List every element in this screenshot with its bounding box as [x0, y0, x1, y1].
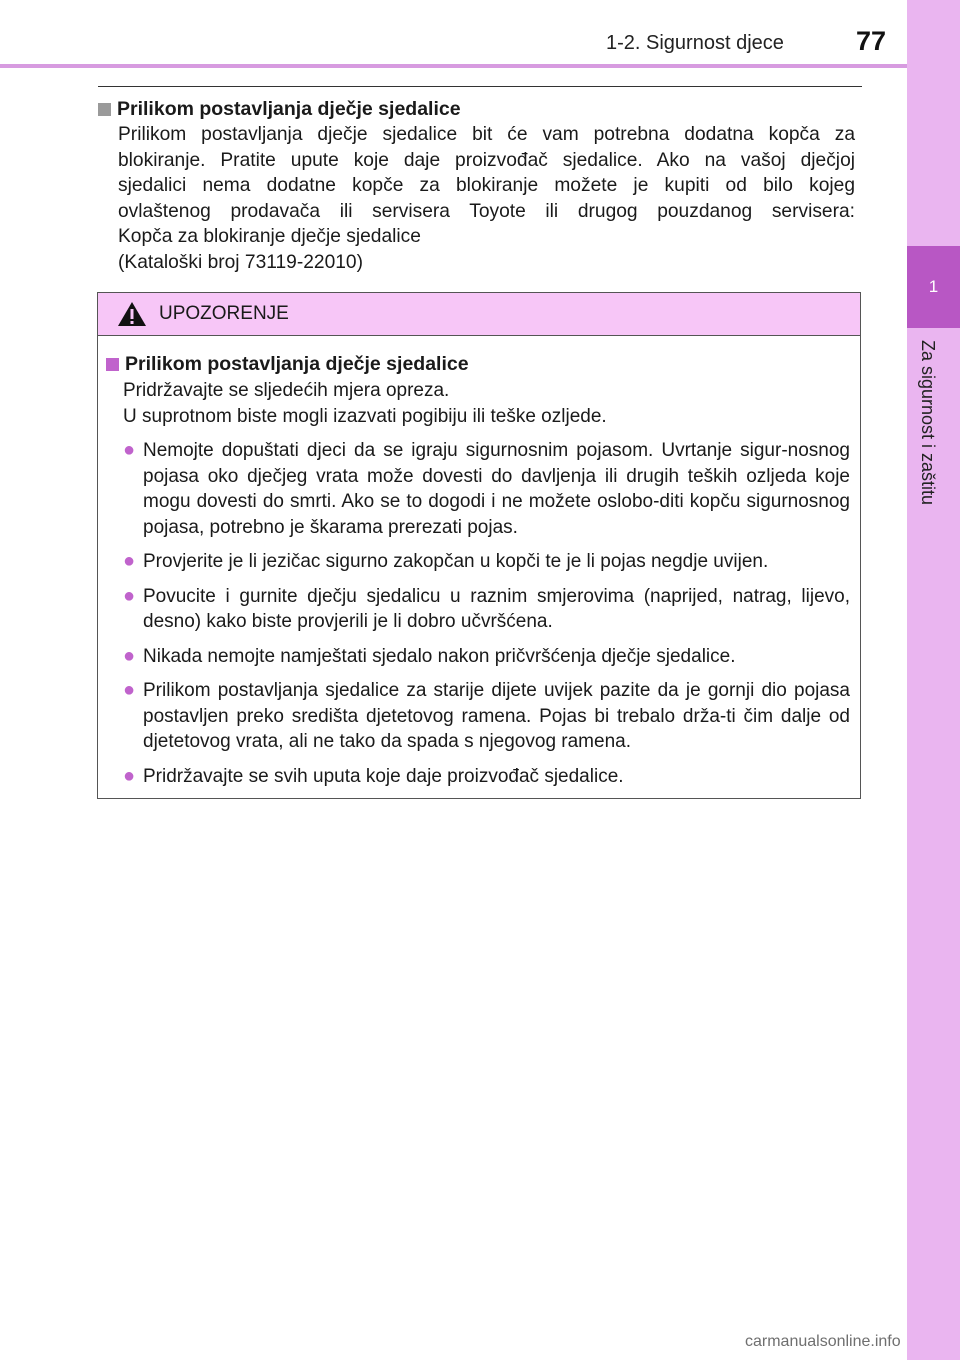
chapter-title: Za sigurnost i zaštitu — [918, 340, 938, 506]
header-rule — [0, 64, 907, 68]
warning-bullet-text: Povucite i gurnite dječju sjedalicu u raznim smjerovima (naprijed, natrag, lijevo, desno) kako biste provjerili je li dobro učvršćena. — [143, 585, 850, 632]
warning-body — [98, 336, 860, 789]
warning-label: UPOZORENJE — [159, 303, 289, 324]
sidebar-band — [907, 0, 960, 1360]
paragraph-line: Prilikom postavljanja dječje sjedalice bit će vam potrebna dodatna kopča za — [118, 124, 855, 145]
intro-section — [98, 97, 855, 276]
warning-bullet — [123, 584, 852, 635]
warning-icon — [117, 301, 147, 327]
square-bullet-icon — [98, 103, 111, 116]
warning-box — [97, 292, 861, 799]
paragraph-line: ovlaštenog prodavača ili servisera Toyote ili drugog pouzdanog servisera: — [118, 200, 855, 222]
warning-bullet — [123, 678, 852, 755]
section-heading — [98, 97, 855, 121]
warning-intro-line: U suprotnom biste mogli izazvati pogibiju ili teške ozljede. — [123, 405, 607, 427]
page-number: 77 — [856, 26, 887, 56]
circle-bullet-icon: ● — [123, 439, 136, 461]
circle-bullet-icon: ● — [123, 764, 136, 787]
content-rule — [98, 86, 862, 87]
warning-bullet — [123, 644, 852, 670]
section-heading-text: Prilikom postavljanja dječje sjedalice — [117, 98, 461, 120]
circle-bullet-icon: ● — [123, 679, 136, 701]
square-bullet-icon — [106, 358, 119, 371]
warning-bullet-text: Nemojte dopuštati djeci da se igraju sigurnosnim pojasom. Uvrtanje sigur-nosnog pojasa oko dječjeg vrata može dovesti do davljenja ili drugih teških ozljeda koje mogu dovesti do smrti. Ako se to dogodi i ne možete oslobo-diti kopču sigurnosnog pojasa, potrebno je škarama prerezati pojas. — [143, 440, 850, 538]
paragraph-line: (Kataloški broj 73119-22010) — [118, 251, 363, 273]
warning-heading-text: Prilikom postavljanja dječje sjedalice — [125, 353, 469, 375]
warning-bullet — [123, 438, 852, 540]
warning-bullet-text: Prilikom postavljanja sjedalice za starije dijete uvijek pazite da je gornji dio pojasa postavljen preko središta djetetovog ramena. Pojas bi trebalo drža-ti čim dalje od djetetovog vrata, ali ne tako da spada s njegovog ramena. — [143, 680, 850, 752]
warning-bullet-text: Nikada nemojte namještati sjedalo nakon pričvršćenja dječje sjedalice. — [143, 645, 736, 667]
section-paragraph — [118, 122, 855, 276]
warning-bullet — [123, 764, 852, 790]
warning-intro-line: Pridržavajte se sljedećih mjera opreza. — [123, 380, 450, 401]
watermark[interactable]: carmanualsonline.info — [745, 1333, 901, 1350]
warning-bullet-text: Provjerite je li jezičac sigurno zakopčan u kopči te je li pojas negdje uvijen. — [143, 551, 769, 572]
warning-bullet-text: Pridržavajte se svih uputa koje daje proizvođač sjedalice. — [143, 765, 624, 787]
section-title: 1-2. Sigurnost djece — [606, 32, 784, 54]
warning-heading — [106, 352, 852, 376]
paragraph-line: sjedalici nema dodatne kopče za blokiranje možete je kupiti od bilo kojeg — [118, 175, 855, 197]
warning-intro — [123, 378, 852, 429]
warning-header — [98, 293, 860, 336]
circle-bullet-icon: ● — [123, 584, 136, 607]
paragraph-line: Kopča za blokiranje dječje sjedalice — [118, 226, 421, 248]
chapter-number: 1 — [928, 277, 939, 296]
circle-bullet-icon: ● — [123, 550, 136, 572]
circle-bullet-icon: ● — [123, 644, 136, 667]
warning-bullet — [123, 549, 852, 575]
chapter-tab[interactable] — [907, 246, 960, 328]
paragraph-line: blokiranje. Pratite upute koje daje proizvođač sjedalice. Ako na vašoj dječjoj — [118, 149, 855, 171]
